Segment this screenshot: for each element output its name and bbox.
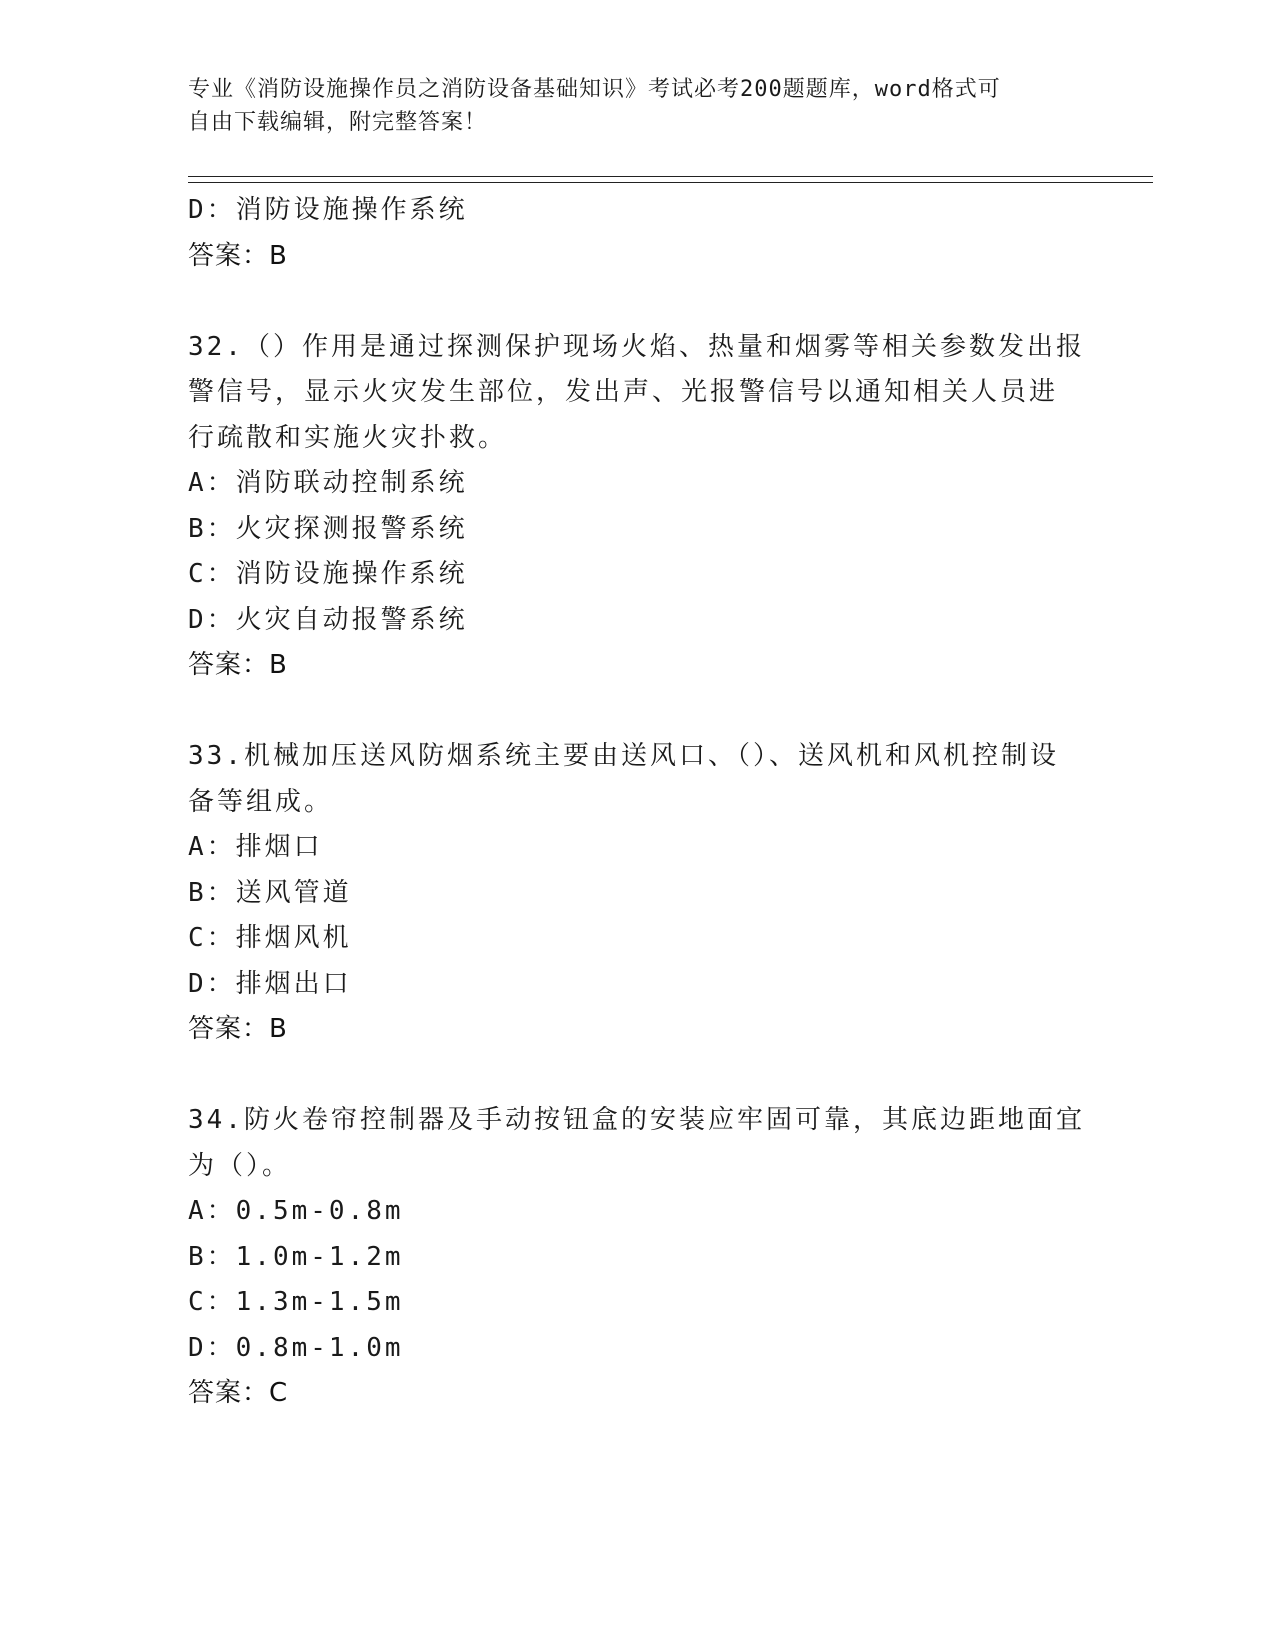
question-34 (188, 1098, 1088, 1417)
carryover-answer: 答案：B (188, 240, 288, 271)
option-c: C：1.3m-1.5m (188, 1287, 404, 1317)
option-c: C：排烟风机 (188, 923, 352, 953)
spacer (188, 689, 1088, 735)
question-stem-line: 行疏散和实施火灾扑救。 (188, 422, 508, 453)
header-divider-top (188, 176, 1153, 177)
question-list (188, 188, 1088, 1417)
option-d: D：火灾自动报警系统 (188, 604, 468, 635)
option-a: A：排烟口 (188, 832, 323, 862)
question-33 (188, 734, 1088, 1053)
option-a: A：0.5m-0.8m (188, 1196, 404, 1226)
answer: 答案：B (188, 1014, 288, 1044)
question-stem-line: 为（）。 (188, 1150, 292, 1181)
question-stem-line: 33.机械加压送风防烟系统主要由送风口、（）、送风机和风机控制设 (188, 741, 1059, 771)
question-stem-line: 32.（）作用是通过探测保护现场火焰、热量和烟雾等相关参数发出报 (188, 331, 1085, 362)
answer: 答案：C (188, 1378, 289, 1408)
spacer (188, 279, 1088, 325)
answer: 答案：B (188, 650, 288, 680)
spacer (188, 1053, 1088, 1099)
header-line-1: 专业《消防设施操作员之消防设备基础知识》考试必考200题题库，word格式可 (188, 77, 1001, 102)
question-32 (188, 325, 1088, 689)
option-b: B：1.0m-1.2m (188, 1241, 404, 1272)
option-d: D：0.8m-1.0m (188, 1332, 404, 1363)
option-c: C：消防设施操作系统 (188, 559, 468, 589)
carryover-option-d: D：消防设施操作系统 (188, 195, 468, 225)
option-b: B：火灾探测报警系统 (188, 513, 468, 544)
question-stem-line: 34.防火卷帘控制器及手动按钮盒的安装应牢固可靠，其底边距地面宜 (188, 1105, 1085, 1135)
option-b: B：送风管道 (188, 877, 352, 908)
header-line-2: 自由下载编辑，附完整答案！ (188, 110, 488, 135)
question-stem-line: 警信号，显示火灾发生部位，发出声、光报警信号以通知相关人员进 (188, 377, 1059, 407)
header-divider-bottom (188, 182, 1153, 183)
option-d: D：排烟出口 (188, 968, 352, 999)
option-a: A：消防联动控制系统 (188, 468, 468, 498)
document-header (188, 73, 1088, 139)
question-stem-line: 备等组成。 (188, 786, 334, 817)
